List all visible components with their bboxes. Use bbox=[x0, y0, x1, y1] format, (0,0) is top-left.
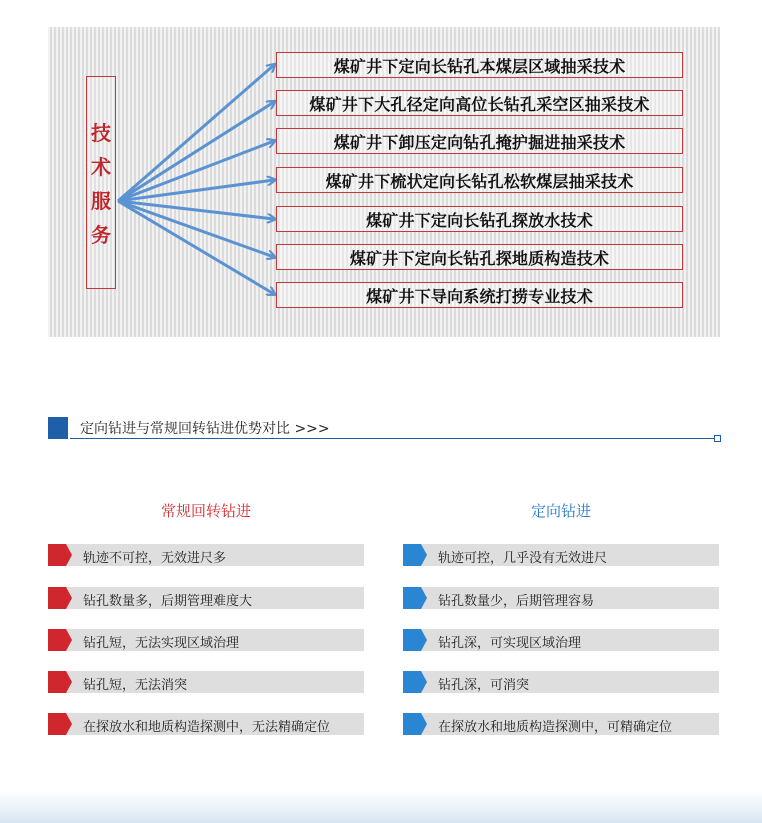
title-marker bbox=[48, 417, 68, 439]
left-list-item bbox=[48, 587, 364, 609]
blue-flag-icon bbox=[403, 671, 427, 693]
label-char: 服 bbox=[91, 189, 111, 213]
left-item-text: 在探放水和地质构造探测中，无法精确定位 bbox=[83, 720, 331, 735]
blue-flag-icon bbox=[403, 629, 427, 651]
right-list-item bbox=[403, 713, 719, 735]
tech-item-5: 煤矿井下定向长钻孔探放水技术 bbox=[276, 206, 683, 232]
right-item-text: 轨迹可控，几乎没有无效进尺 bbox=[438, 551, 608, 566]
blue-flag-icon bbox=[403, 713, 427, 735]
right-list-item bbox=[403, 671, 719, 693]
left-list-item bbox=[48, 671, 364, 693]
conventional-drilling-heading: 常规回转钻进 bbox=[160, 502, 251, 520]
left-list-item bbox=[48, 544, 364, 566]
left-item-text: 钻孔短，无法实现区域治理 bbox=[83, 636, 240, 651]
tech-item-7: 煤矿井下导向系统打捞专业技术 bbox=[276, 282, 683, 308]
left-list-item bbox=[48, 713, 364, 735]
label-char: 术 bbox=[91, 155, 111, 179]
left-list-item bbox=[48, 629, 364, 651]
title-divider bbox=[70, 438, 714, 439]
directional-drilling-heading: 定向钻进 bbox=[530, 502, 591, 520]
right-list-item bbox=[403, 587, 719, 609]
comparison-section-header bbox=[48, 417, 720, 443]
right-item-text: 钻孔数量少，后期管理容易 bbox=[438, 594, 595, 609]
red-flag-icon bbox=[48, 629, 72, 651]
label-char: 务 bbox=[91, 223, 111, 247]
title-end-square bbox=[714, 435, 721, 442]
tech-item-1: 煤矿井下定向长钻孔本煤层区域抽采技术 bbox=[276, 52, 683, 78]
right-list-item bbox=[403, 629, 719, 651]
right-item-text: 在探放水和地质构造探测中，可精确定位 bbox=[438, 720, 673, 735]
section-title: 定向钻进与常规回转钻进优势对比 >>> bbox=[80, 421, 330, 437]
red-flag-icon bbox=[48, 713, 72, 735]
label-char: 技 bbox=[91, 121, 111, 145]
red-flag-icon bbox=[48, 587, 72, 609]
blue-flag-icon bbox=[403, 544, 427, 566]
right-item-text: 钻孔深，可消突 bbox=[438, 678, 530, 693]
left-item-text: 钻孔短，无法消突 bbox=[83, 678, 188, 693]
technical-service-label bbox=[86, 76, 116, 289]
left-item-text: 钻孔数量多，后期管理难度大 bbox=[83, 594, 253, 609]
tech-item-4: 煤矿井下梳状定向长钻孔松软煤层抽采技术 bbox=[276, 167, 683, 193]
tech-item-6: 煤矿井下定向长钻孔探地质构造技术 bbox=[276, 244, 683, 270]
right-list-item bbox=[403, 544, 719, 566]
tech-item-3: 煤矿井下卸压定向钻孔掩护掘进抽采技术 bbox=[276, 128, 683, 154]
red-flag-icon bbox=[48, 544, 72, 566]
left-item-text: 轨迹不可控，无效进尺多 bbox=[83, 551, 227, 566]
blue-flag-icon bbox=[403, 587, 427, 609]
red-flag-icon bbox=[48, 671, 72, 693]
bottom-decoration bbox=[0, 790, 762, 823]
tech-item-2: 煤矿井下大孔径定向高位长钻孔采空区抽采技术 bbox=[276, 90, 683, 116]
right-item-text: 钻孔深，可实现区域治理 bbox=[438, 636, 582, 651]
